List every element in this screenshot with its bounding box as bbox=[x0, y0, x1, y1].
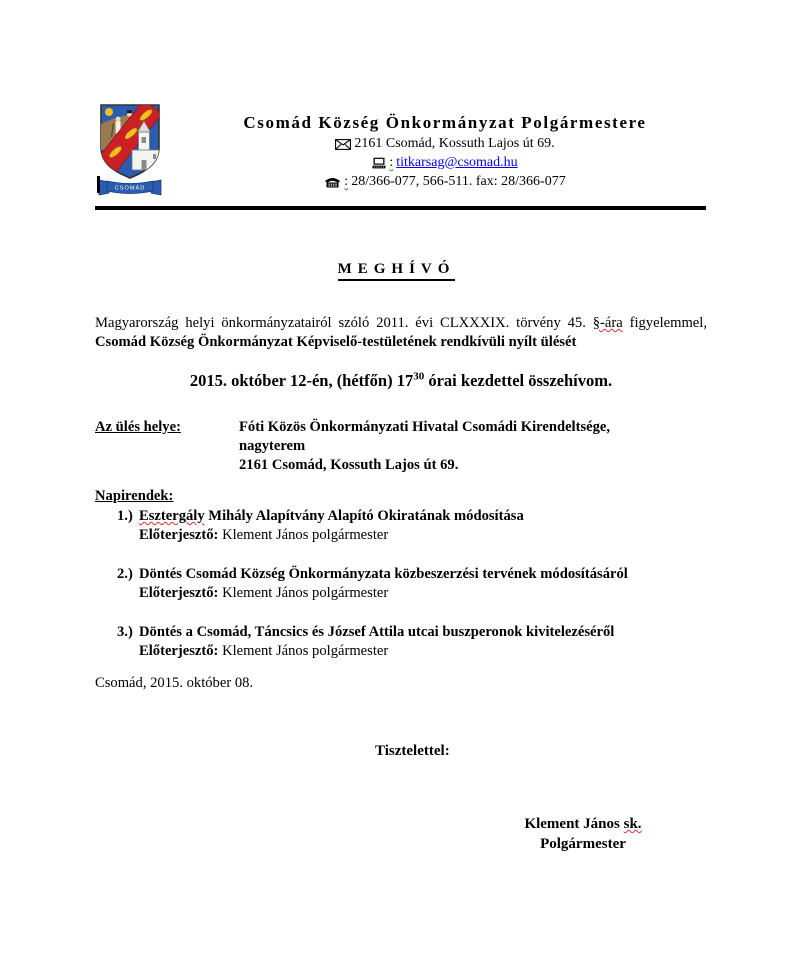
meeting-datetime bbox=[95, 371, 707, 391]
presenter-label: Előterjesztő: bbox=[139, 643, 219, 659]
agenda-item-3-title bbox=[95, 623, 707, 642]
meeting-location bbox=[95, 418, 707, 475]
datetime-superscript: 30 bbox=[413, 370, 425, 383]
agenda-item-1-presenter bbox=[95, 526, 707, 545]
agenda-item-3-title-text: Döntés a Csomád, Táncsics és József Attila utcai buszperonok kivitelezéséről bbox=[139, 624, 615, 640]
agenda-item-1-title bbox=[95, 507, 707, 526]
envelope-icon bbox=[335, 139, 351, 150]
address-line bbox=[185, 136, 705, 152]
letterhead bbox=[185, 113, 705, 190]
telephone-icon bbox=[324, 176, 341, 188]
agenda-item-2-number: 2.) bbox=[117, 566, 133, 582]
text-cursor-artifact bbox=[97, 176, 100, 193]
agenda-item-1 bbox=[95, 507, 707, 545]
agenda-item-1-number: 1.) bbox=[117, 508, 133, 524]
agenda-item-2-title bbox=[95, 565, 707, 584]
intro-paragraph bbox=[95, 314, 707, 352]
signatory-name bbox=[511, 814, 655, 834]
agenda-section bbox=[95, 487, 707, 661]
signatory-sk: sk. bbox=[623, 816, 642, 832]
header-divider bbox=[95, 206, 706, 210]
presenter-label: Előterjesztő: bbox=[139, 585, 219, 601]
phone-separator: : bbox=[344, 174, 349, 189]
agenda-item-2 bbox=[95, 565, 707, 603]
email-line bbox=[185, 155, 705, 171]
intro-misspelled-word: §-ára bbox=[592, 315, 623, 331]
location-line-3: 2161 Csomád, Kossuth Lajos út 69. bbox=[239, 457, 459, 473]
document-title: MEGHÍVÓ bbox=[338, 261, 456, 281]
agenda-item-2-title-text: Döntés Csomád Község Önkormányzata közbeszerzési tervének módosításáról bbox=[139, 566, 628, 582]
phone-text: 28/366-077, 566-511. fax: 28/366-077 bbox=[351, 174, 566, 189]
intro-normal-2: figyelemmel, bbox=[622, 315, 707, 331]
phone-line bbox=[185, 174, 705, 190]
presenter-name: Klement János polgármester bbox=[218, 643, 389, 659]
location-label: Az ülés helye: bbox=[95, 419, 181, 435]
agenda-item-1-title-rest: Mihály Alapítvány Alapító Okiratának módosítása bbox=[204, 508, 524, 524]
agenda-item-1-misspelled: Esztergály bbox=[139, 508, 205, 524]
org-title: Csomád Község Önkormányzat Polgármestere bbox=[243, 113, 647, 132]
logo-ribbon bbox=[99, 180, 161, 195]
agenda-item-3-number: 3.) bbox=[117, 624, 133, 640]
presenter-label: Előterjesztő: bbox=[139, 527, 219, 543]
presenter-name: Klement János polgármester bbox=[218, 585, 389, 601]
coat-of-arms-icon bbox=[98, 102, 162, 196]
intro-bold: Csomád Község Önkormányzat Képviselő-testületének rendkívüli nyílt ülését bbox=[95, 334, 577, 350]
agenda-item-3 bbox=[95, 623, 707, 661]
signatory-name-text: Klement János bbox=[524, 816, 624, 832]
signatory-title: Polgármester bbox=[540, 836, 626, 852]
datetime-pre: 2015. október 12-én, (hétfőn) 17 bbox=[189, 371, 414, 390]
datetime-post: órai kezdettel összehívom. bbox=[424, 371, 613, 390]
address-text: 2161 Csomád, Kossuth Lajos út 69. bbox=[354, 136, 555, 151]
intro-normal-1: Magyarország helyi önkormányzatairól szóló 2011. évi CLXXXIX. törvény 45. bbox=[95, 315, 593, 331]
agenda-item-2-presenter bbox=[95, 584, 707, 603]
computer-icon bbox=[372, 157, 386, 169]
ribbon-label: CSOMÁD bbox=[114, 185, 146, 192]
location-line-2: nagyterem bbox=[239, 438, 306, 454]
agenda-label: Napirendek: bbox=[95, 488, 174, 504]
email-link[interactable]: titkarsag@csomad.hu bbox=[396, 155, 518, 170]
signature-block bbox=[511, 814, 655, 854]
presenter-name: Klement János polgármester bbox=[218, 527, 389, 543]
email-separator: : bbox=[389, 155, 394, 170]
location-line-1: Fóti Közös Önkormányzati Hivatal Csomádi Kirendeltsége, bbox=[239, 419, 611, 435]
location-value bbox=[239, 418, 610, 475]
closing-salutation: Tisztelettel: bbox=[375, 743, 450, 759]
date-line: Csomád, 2015. október 08. bbox=[95, 675, 254, 691]
agenda-item-3-presenter bbox=[95, 642, 707, 661]
csomad-coat-of-arms bbox=[98, 102, 162, 201]
